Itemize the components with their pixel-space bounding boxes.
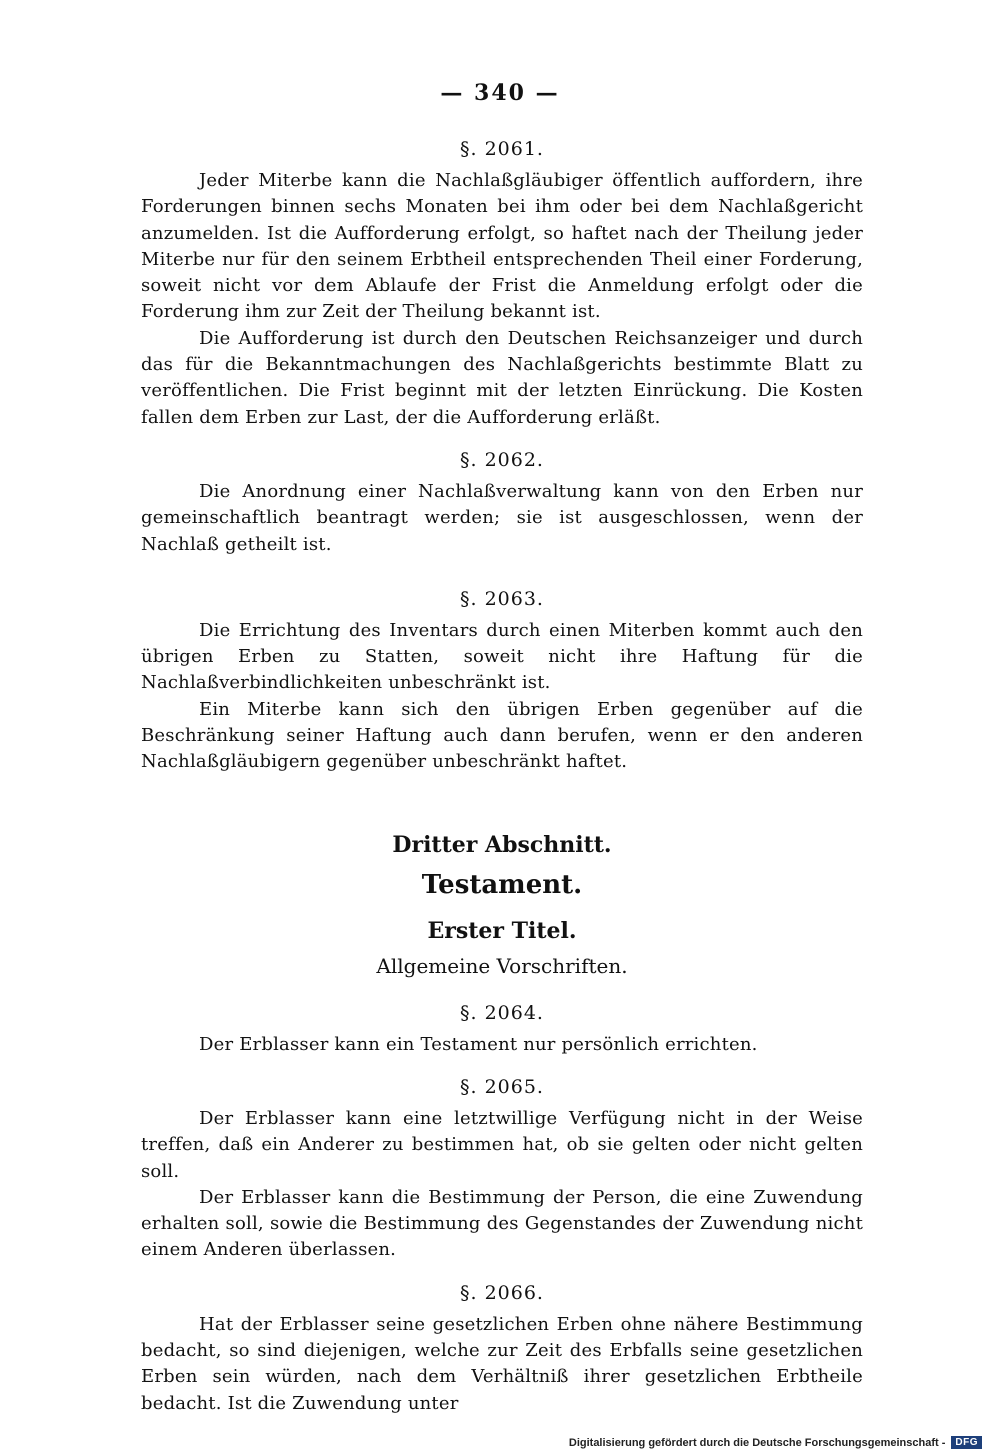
page-content	[141, 136, 863, 1417]
paragraph: Ein Miterbe kann sich den übrigen Erben gegenüber auf die Beschränkung seiner Haftung auch dann berufen, wenn er den anderen Nachlaßgläubigern gegenüber unbeschränkt haftet.	[141, 698, 863, 773]
section-2062	[141, 447, 863, 558]
testament-heading: Testament.	[421, 869, 583, 900]
section-2065	[141, 1074, 863, 1264]
paragraph: Jeder Miterbe kann die Nachlaßgläubiger öffentlich auffordern, ihre Forderungen binnen sechs Monaten bei ihm oder bei dem Nachlaßgericht anzumelden. Ist die Aufforderung erfolgt, so haftet nach der Theilung jeder Miterbe nur für den seinem Erbtheil entsprechenden Theil einer Forderung, soweit nicht vor dem Ablaufe der Frist die Anmeldung erfolgt oder die Forderung ihm zur Zeit der Theilung bekannt ist.	[141, 170, 863, 323]
section-2064	[141, 1000, 863, 1058]
paragraph: Die Anordnung einer Nachlaßverwaltung kann von den Erben nur gemeinschaftlich beantragt werden; sie ist ausgeschlossen, wenn der Nachlaß getheilt ist.	[141, 480, 863, 555]
paragraph: Hat der Erblasser seine gesetzlichen Erben ohne nähere Bestimmung bedacht, so sind diejenigen, welche zur Zeit des Erbfalls seine gesetzlichen Erben sein würden, nach dem Verhältniß ihrer gesetzlichen Erbtheile bedacht. Ist die Zuwendung unter	[141, 1313, 863, 1414]
section-2066	[141, 1280, 863, 1417]
digitization-footer	[569, 1436, 982, 1449]
titel-heading: Erster Titel.	[427, 917, 577, 944]
section-2063	[141, 586, 863, 776]
paragraph: Die Aufforderung ist durch den Deutschen Reichsanzeiger und durch das für die Bekanntmachungen des Nachlaßgerichts bestimmte Blatt zu veröffentlichen. Die Frist beginnt mit der letzten Einrückung. Die Kosten fallen dem Erben zur Last, der die Aufforderung erläßt.	[141, 327, 863, 428]
section-title: §. 2063.	[460, 587, 544, 610]
section-title: §. 2062.	[460, 448, 544, 471]
footer-text: Digitalisierung gefördert durch die Deutsche Forschungsgemeinschaft -	[568, 1436, 946, 1449]
paragraph: Der Erblasser kann eine letztwillige Verfügung nicht in der Weise treffen, daß ein Anderer zu bestimmen hat, ob sie gelten oder nicht gelten soll.	[141, 1107, 863, 1182]
dfg-logo-icon: DFG	[951, 1436, 982, 1449]
paragraph: Der Erblasser kann ein Testament nur persönlich errichten.	[199, 1033, 758, 1055]
section-title: §. 2065.	[460, 1075, 544, 1098]
section-title: §. 2061.	[460, 138, 544, 160]
section-title: §. 2066.	[460, 1281, 544, 1304]
section-2061	[141, 136, 863, 431]
vorschriften-heading: Allgemeine Vorschriften.	[376, 953, 628, 978]
page-number: — 340 —	[440, 80, 560, 106]
paragraph: Der Erblasser kann die Bestimmung der Person, die eine Zuwendung erhalten soll, sowie die Bestimmung des Gegenstandes der Zuwendung nicht einem Anderen überlassen.	[141, 1186, 863, 1261]
abschnitt-heading: Dritter Abschnitt.	[392, 831, 612, 858]
paragraph: Die Errichtung des Inventars durch einen Miterben kommt auch den übrigen Erben zu Statten, soweit nicht ihre Haftung für die Nachlaßverbindlichkeiten unbeschränkt ist.	[141, 619, 863, 694]
section-title: §. 2064.	[460, 1001, 544, 1024]
